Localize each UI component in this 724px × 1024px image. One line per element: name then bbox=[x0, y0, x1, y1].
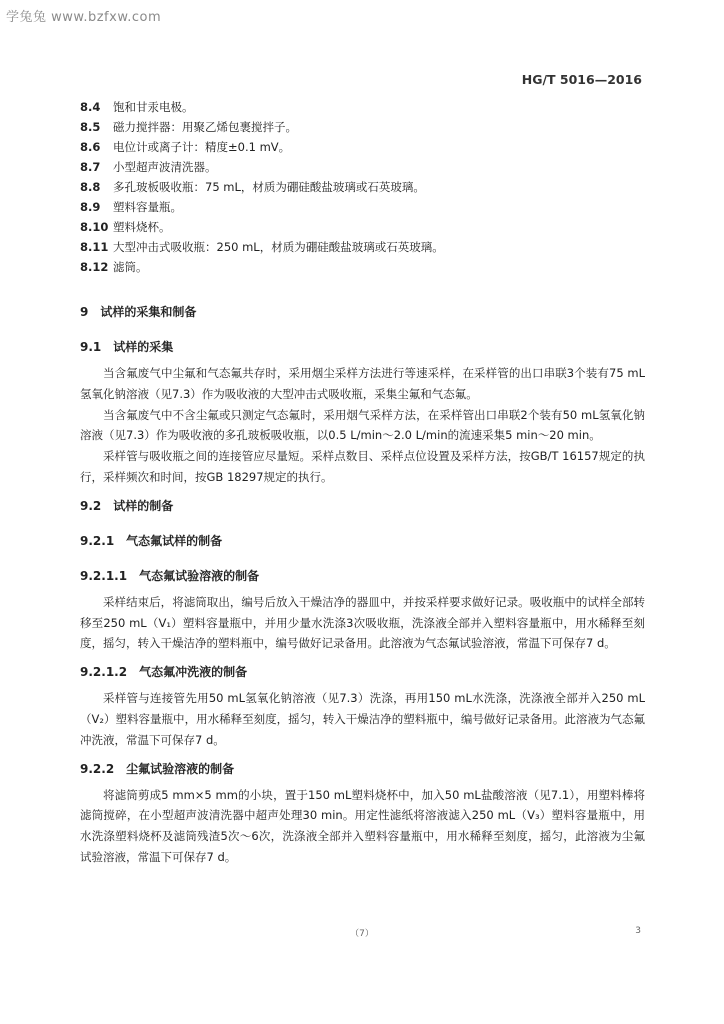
list-item bbox=[80, 197, 645, 217]
item-text: 磁力搅拌器：用聚乙烯包裹搅拌子。 bbox=[113, 120, 297, 134]
page-number: 3 bbox=[635, 926, 641, 936]
item-text: 小型超声波清洗器。 bbox=[113, 160, 217, 174]
item-text: 饱和甘汞电极。 bbox=[113, 100, 194, 114]
item-number: 8.7 bbox=[80, 160, 101, 174]
list-item bbox=[80, 257, 645, 277]
section-heading: 9.1 试样的采集 bbox=[80, 340, 174, 354]
item-number: 8.9 bbox=[80, 200, 101, 214]
list-item bbox=[80, 117, 645, 137]
paragraph: 采样管与吸收瓶之间的连接管应尽量短。采样点数目、采样点位设置及采样方法，按GB/T 16157规定的执行，采样频次和时间，按GB 18297规定的执行。 bbox=[80, 449, 645, 484]
item-text: 塑料烧杯。 bbox=[113, 220, 171, 234]
item-number: 8.10 bbox=[80, 220, 109, 234]
item-number: 8.8 bbox=[80, 180, 101, 194]
item-number: 8.4 bbox=[80, 100, 101, 114]
item-number: 8.6 bbox=[80, 140, 101, 154]
watermark: 学兔兔 www.bzfxw.com bbox=[6, 10, 162, 25]
item-text: 多孔玻板吸收瓶：75 mL，材质为硼硅酸盐玻璃或石英玻璃。 bbox=[113, 180, 425, 194]
standard-code: HG/T 5016—2016 bbox=[521, 72, 642, 87]
section-heading: 9.2.1.1 气态氟试验溶液的制备 bbox=[80, 568, 260, 583]
item-number: 8.12 bbox=[80, 260, 109, 274]
list-item bbox=[80, 97, 645, 117]
item-number: 8.5 bbox=[80, 120, 101, 134]
paragraph: 当含氟废气中不含尘氟或只测定气态氟时，采用烟气采样方法，在采样管出口串联2个装有50 mL氢氧化钠溶液（见7.3）作为吸收液的多孔玻板吸收瓶，以0.5 L/min～2.0 L/min的流速采集5 min～20 min。 bbox=[80, 407, 645, 443]
item-text: 大型冲击式吸收瓶：250 mL，材质为硼硅酸盐玻璃或石英玻璃。 bbox=[113, 240, 444, 254]
section-heading: 9.2.1 气态氟试样的制备 bbox=[80, 533, 223, 548]
list-item bbox=[80, 157, 645, 177]
item-number: 8.11 bbox=[80, 240, 109, 254]
paragraph: 采样管与连接管先用50 mL氢氧化钠溶液（见7.3）洗涤，再用150 mL水洗涤，洗涤液全部并入250 mL（V₂）塑料容量瓶中，用水稀释至刻度，摇匀，转入干燥洁净的塑料瓶中，编号做好记录备用。此溶液为气态氟冲洗液，常温下可保存7 d。 bbox=[80, 691, 645, 747]
paragraph: 采样结束后，将滤筒取出，编号后放入干燥洁净的器皿中，并按采样要求做好记录。吸收瓶中的试样全部转移至250 mL（V₁）塑料容量瓶中，并用少量水洗涤3次吸收瓶，洗涤液全部并入塑料容量瓶中，用水稀释至刻度，摇匀，转入干燥洁净的塑料瓶中，编号做好记录备用。此溶液为气态氟试验溶液，常温下可保存7 d。 bbox=[80, 594, 645, 651]
paragraph: 将滤筒剪成5 mm×5 mm的小块，置于150 mL塑料烧杯中，加入50 mL盐酸溶液（见7.1），用塑料棒将滤筒搅碎，在小型超声波清洗器中超声处理30 min。用定性滤纸将溶液滤入250 mL（V₃）塑料容量瓶中，用水洗涤塑料烧杯及滤筒残渣5次～6次，洗涤液全部并入塑料容量瓶中，用水稀释至刻度，摇匀，此溶液为尘氟试验溶液，常温下可保存7 d。 bbox=[80, 787, 645, 864]
list-item bbox=[80, 237, 645, 257]
list-item bbox=[80, 137, 645, 157]
list-item bbox=[80, 177, 645, 197]
section-heading: 9.2.1.2 气态氟冲洗液的制备 bbox=[80, 665, 248, 680]
section-heading: 9 试样的采集和制备 bbox=[80, 305, 197, 319]
footer-note: （7） bbox=[350, 929, 374, 939]
item-text: 滤筒。 bbox=[113, 260, 148, 274]
document-body bbox=[80, 97, 645, 868]
paragraph: 当含氟废气中尘氟和气态氟共存时，采用烟尘采样方法进行等速采样，在采样管的出口串联3个装有75 mL氢氧化钠溶液（见7.3）作为吸收液的大型冲击式吸收瓶，采集尘氟和气态氟。 bbox=[80, 366, 645, 401]
section-heading: 9.2.2 尘氟试验溶液的制备 bbox=[80, 761, 235, 776]
section-heading: 9.2 试样的制备 bbox=[80, 498, 174, 513]
item-text: 电位计或离子计：精度±0.1 mV。 bbox=[113, 140, 291, 154]
list-item bbox=[80, 217, 645, 237]
item-text: 塑料容量瓶。 bbox=[113, 200, 182, 214]
